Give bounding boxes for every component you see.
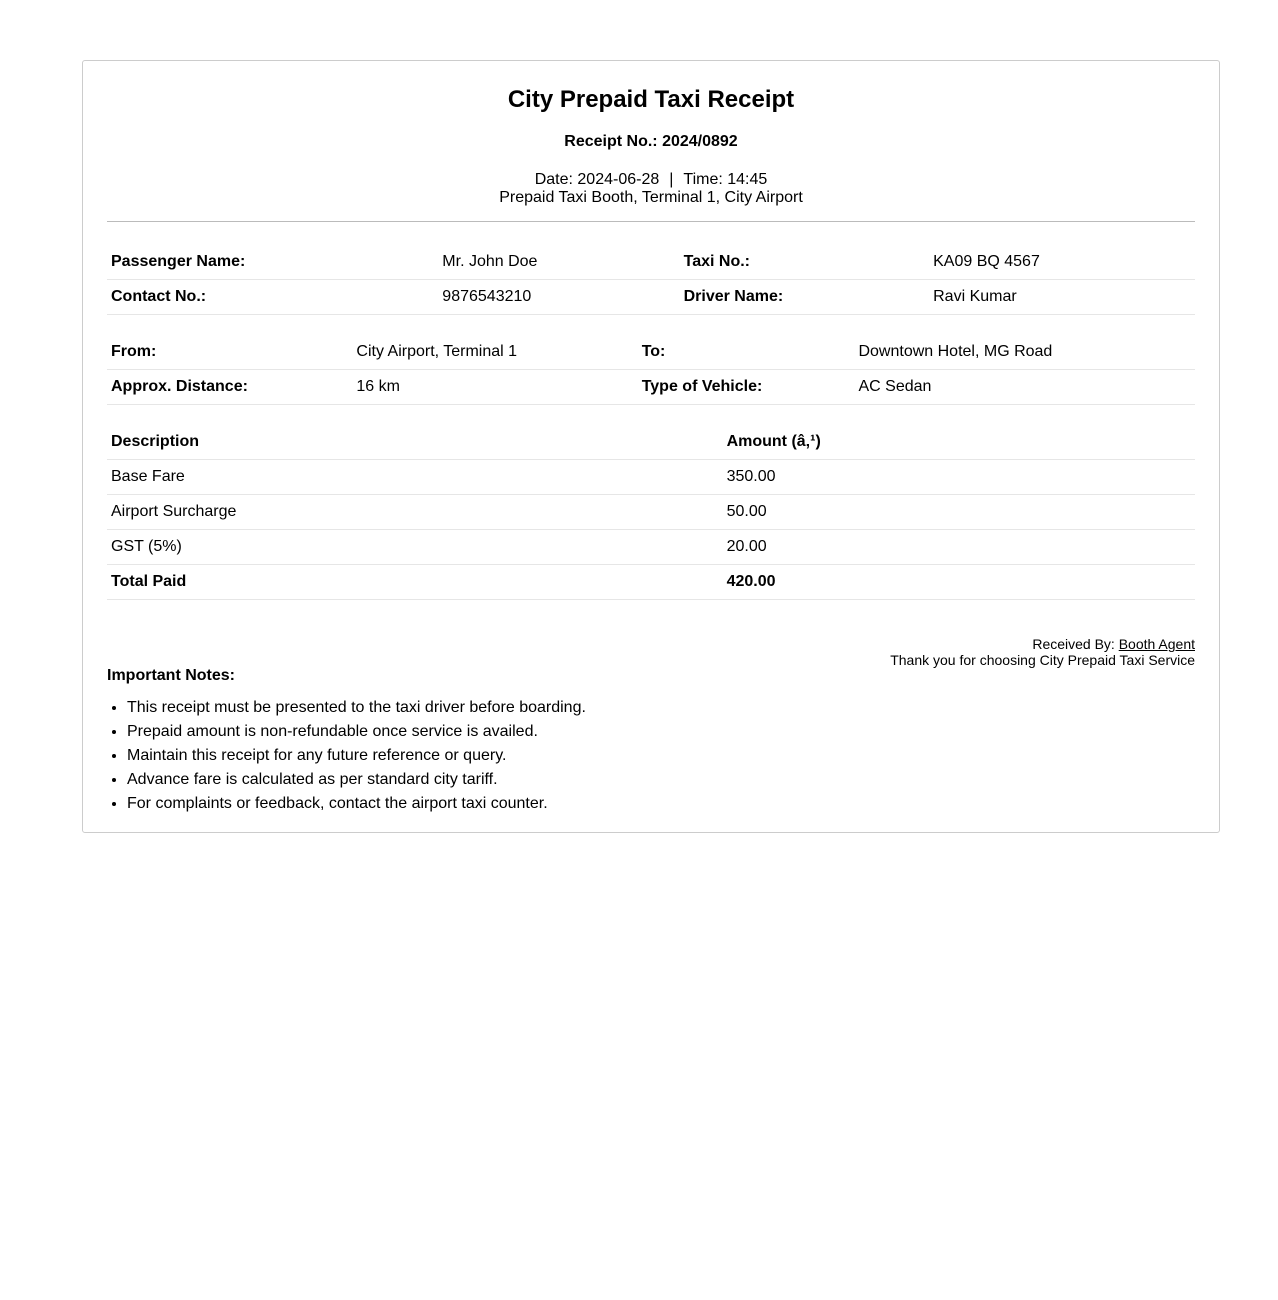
total-label: Total Paid: [107, 565, 723, 600]
distance-label: Approx. Distance:: [107, 370, 352, 405]
table-row: [107, 530, 1195, 565]
booth-location: Prepaid Taxi Booth, Terminal 1, City Airport: [499, 189, 803, 206]
vehicle-type-value: AC Sedan: [854, 370, 1195, 405]
receipt-datetime: [107, 171, 1195, 189]
contact-number-value: 9876543210: [438, 280, 679, 315]
table-row: [107, 495, 1195, 530]
received-by: [890, 636, 1195, 652]
receipt-header: [107, 61, 1195, 222]
vehicle-type-label: Type of Vehicle:: [638, 370, 855, 405]
list-item: • For complaints or feedback, contact the airport taxi counter.: [127, 792, 586, 816]
received-by-label: Received By:: [1032, 636, 1115, 652]
passenger-info-table: [107, 245, 1195, 315]
thank-you-message: Thank you for choosing City Prepaid Taxi Service: [890, 652, 1195, 668]
receipt-footer: [890, 636, 1195, 668]
received-by-agent: Booth Agent: [1118, 636, 1195, 652]
datetime-separator: |: [669, 171, 674, 188]
notes-title: Important Notes:: [107, 667, 235, 684]
driver-name-label: Driver Name:: [680, 280, 930, 315]
from-value: City Airport, Terminal 1: [352, 335, 637, 370]
passenger-name-label: Passenger Name:: [107, 245, 438, 280]
fare-description: GST (5%): [107, 530, 723, 565]
from-label: From:: [107, 335, 352, 370]
important-notes: [107, 666, 586, 816]
amount-column-header: Amount (â‚¹): [723, 425, 1195, 460]
to-label: To:: [638, 335, 855, 370]
receipt-date: Date: 2024-06-28: [534, 171, 660, 188]
passenger-name-value: Mr. John Doe: [438, 245, 679, 280]
notes-list: [107, 696, 586, 816]
list-item: • Prepaid amount is non-refundable once service is availed.: [127, 720, 586, 744]
table-row: [107, 280, 1195, 315]
receipt-card: [82, 60, 1220, 833]
receipt-title: City Prepaid Taxi Receipt: [507, 86, 795, 113]
fare-description: Base Fare: [107, 460, 723, 495]
taxi-number-value: KA09 BQ 4567: [929, 245, 1195, 280]
taxi-number-label: Taxi No.:: [680, 245, 930, 280]
receipt-time: Time: 14:45: [683, 171, 768, 188]
table-header-row: [107, 425, 1195, 460]
trip-info-table: [107, 335, 1195, 405]
total-row: [107, 565, 1195, 600]
list-item: • Maintain this receipt for any future reference or query.: [127, 744, 586, 768]
description-column-header: Description: [107, 425, 723, 460]
fare-amount: 20.00: [723, 530, 1195, 565]
contact-number-label: Contact No.:: [107, 280, 438, 315]
driver-name-value: Ravi Kumar: [929, 280, 1195, 315]
list-item: • Advance fare is calculated as per standard city tariff.: [127, 768, 586, 792]
table-row: [107, 370, 1195, 405]
fare-table: [107, 425, 1195, 600]
table-row: [107, 460, 1195, 495]
fare-description: Airport Surcharge: [107, 495, 723, 530]
distance-value: 16 km: [352, 370, 637, 405]
table-row: [107, 335, 1195, 370]
fare-amount: 50.00: [723, 495, 1195, 530]
fare-amount: 350.00: [723, 460, 1195, 495]
receipt-number: Receipt No.: 2024/0892: [564, 133, 738, 150]
table-row: [107, 245, 1195, 280]
to-value: Downtown Hotel, MG Road: [854, 335, 1195, 370]
list-item: • This receipt must be presented to the taxi driver before boarding.: [127, 696, 586, 720]
total-amount: 420.00: [723, 565, 1195, 600]
